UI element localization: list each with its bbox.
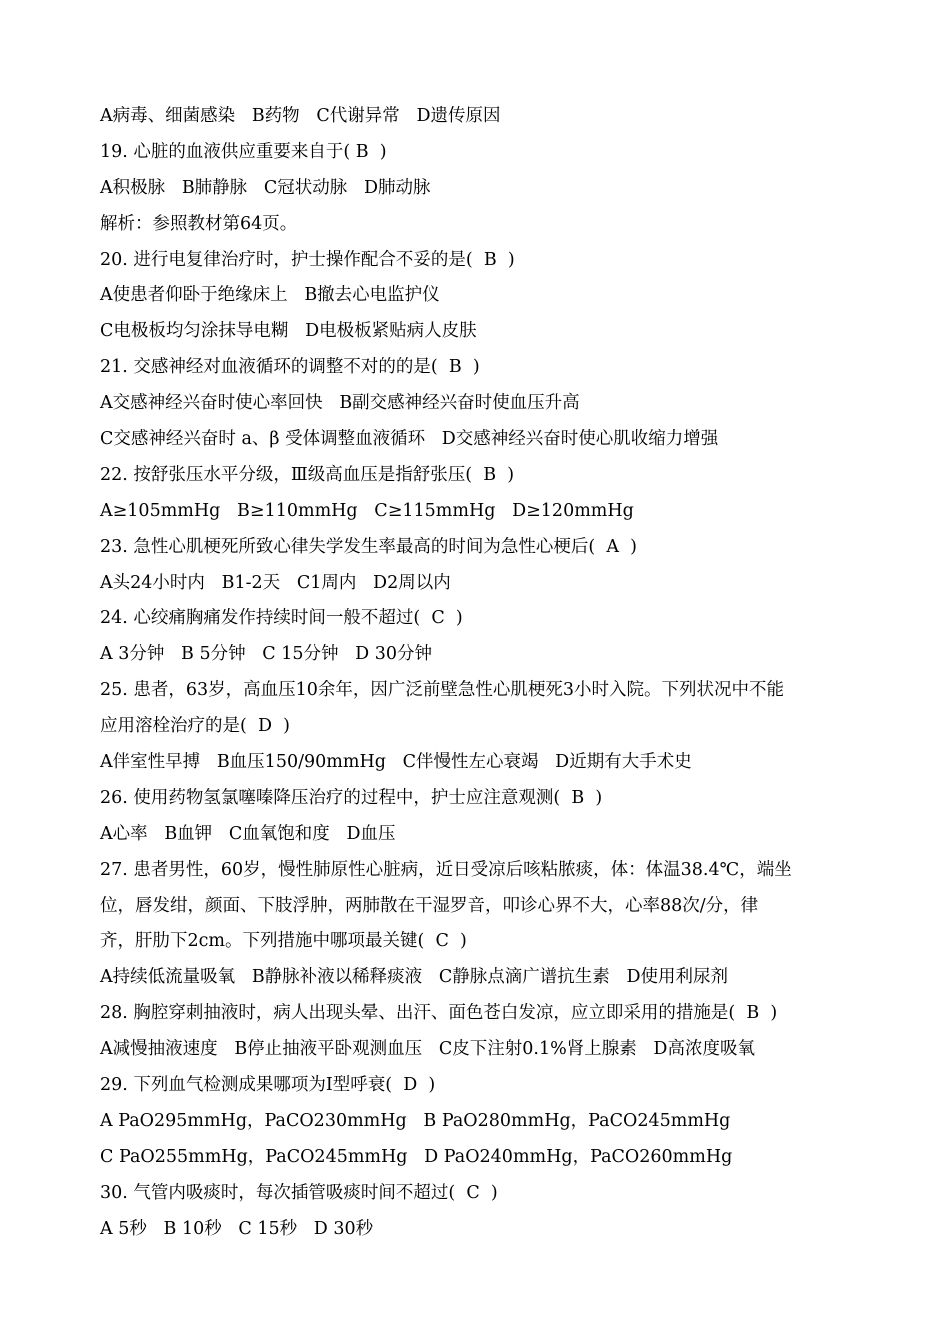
question-line: 28. 胸腔穿刺抽液时，病人出现头晕、出汗、面色苍白发凉，应立即采用的措施是( B ): [100, 1003, 778, 1024]
options-line: A心率 B血钾 C血氧饱和度 D血压: [100, 823, 396, 844]
options-line: A 3分钟 B 5分钟 C 15分钟 D 30分钟: [100, 644, 433, 665]
question-line: 29. 下列血气检测成果哪项为Ⅰ型呼衰( D ): [100, 1075, 436, 1096]
document-page: [100, 99, 870, 1248]
options-line: A PaO295mmHg，PaCO230mmHg B PaO280mmHg，PaCO245mmHg: [100, 1110, 731, 1131]
options-line: A交感神经兴奋时使心率回快 B副交感神经兴奋时使血压升高: [100, 393, 580, 414]
options-line: A头24小时内 B1-2天 C1周内 D2周以内: [100, 572, 451, 593]
options-line: A 5秒 B 10秒 C 15秒 D 30秒: [100, 1218, 374, 1239]
question-line: 位，唇发绀，颜面、下肢浮肿，两肺散在干湿罗音，叩诊心界不大，心率88次/分，律: [100, 895, 759, 916]
question-line: 26. 使用药物氢氯噻嗪降压治疗的过程中，护士应注意观测( B ): [100, 787, 603, 808]
question-line: 23. 急性心肌梗死所致心律失学发生率最高的时间为急性心梗后( A ): [100, 536, 637, 557]
options-line: A持续低流量吸氧 B静脉补液以稀释痰液 C静脉点滴广谱抗生素 D使用利尿剂: [100, 967, 728, 988]
question-line: 24. 心绞痛胸痛发作持续时间一般不超过( C ): [100, 608, 463, 629]
question-line: 应用溶栓治疗的是( D ): [100, 716, 290, 737]
explanation-line: 解析：参照教材第64页。: [100, 213, 298, 234]
options-line: C电极板均匀涂抹导电糊 D电极板紧贴病人皮肤: [100, 321, 477, 342]
options-line: A≥105mmHg B≥110mmHg C≥115mmHg D≥120mmHg: [100, 500, 634, 521]
text-line: A病毒、细菌感染 B药物 C代谢异常 D遗传原因: [100, 106, 501, 126]
options-line: A伴室性早搏 B血压150/90mmHg C伴慢性左心衰竭 D近期有大手术史: [100, 752, 692, 773]
question-line: 21. 交感神经对血液循环的调整不对的的是( B ): [100, 357, 480, 378]
question-line: 19. 心脏的血液供应重要来自于( B ): [100, 141, 387, 162]
options-line: A使患者仰卧于绝缘床上 B撤去心电监护仪: [100, 285, 440, 306]
question-line: 齐，肝肋下2cm。下列措施中哪项最关键( C ): [100, 931, 467, 952]
options-line: A积极脉 B肺静脉 C冠状动脉 D肺动脉: [100, 177, 431, 198]
options-line: A减慢抽液速度 B停止抽液平卧观测血压 C皮下注射0.1%肾上腺素 D高浓度吸氧: [100, 1039, 755, 1060]
options-line: C PaO255mmHg，PaCO245mmHg D PaO240mmHg，PaCO260mmHg: [100, 1146, 733, 1167]
question-line: 30. 气管内吸痰时，每次插管吸痰时间不超过( C ): [100, 1182, 498, 1203]
question-line: 27. 患者男性，60岁，慢性肺原性心脏病，近日受凉后咳粘脓痰，体：体温38.4℃，端坐: [100, 859, 792, 880]
options-line: C交感神经兴奋时 a、β 受体调整血液循环 D交感神经兴奋时使心肌收缩力增强: [100, 429, 719, 450]
question-line: 20. 进行电复律治疗时，护士操作配合不妥的是( B ): [100, 249, 515, 270]
question-line: 25. 患者，63岁，高血压10余年，因广泛前壁急性心肌梗死3小时入院。下列状况中不能: [100, 680, 785, 701]
question-line: 22. 按舒张压水平分级，Ⅲ级高血压是指舒张压( B ): [100, 464, 515, 485]
